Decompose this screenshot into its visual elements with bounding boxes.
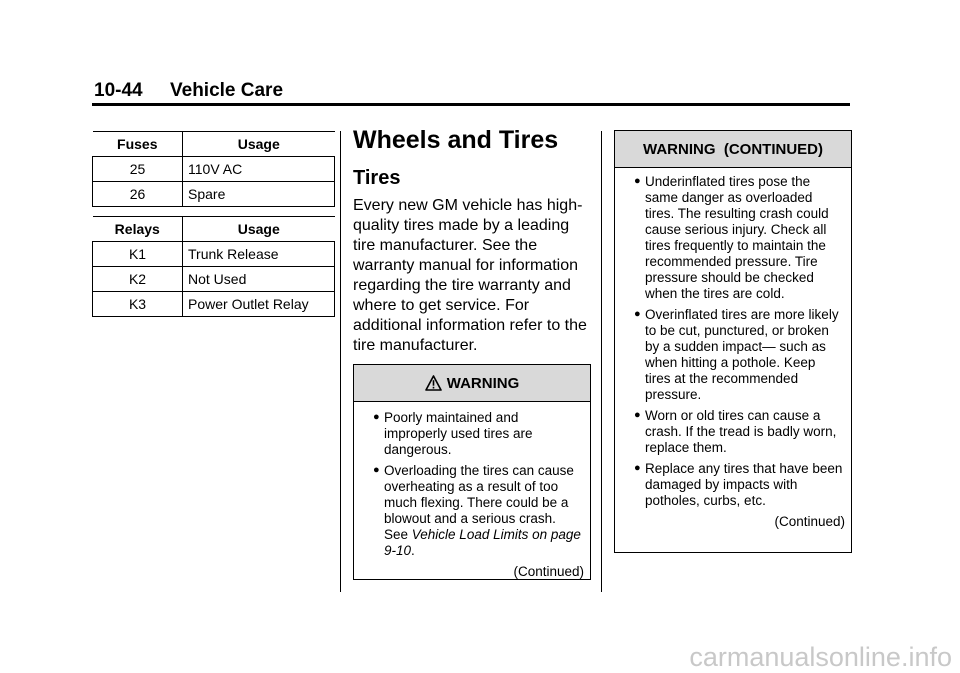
warning-box xyxy=(353,364,591,580)
section-name: Vehicle Care xyxy=(170,80,284,101)
table-cell: K2 xyxy=(93,267,183,292)
column-divider xyxy=(601,131,602,592)
warning-header xyxy=(615,131,851,168)
list-item-text: Overinflated tires are more likely to be cut, punctured, or broken by a sudden impact— such as when hitting a pothole. Keep tires at the recommended pressure. xyxy=(645,307,839,402)
fuses-table xyxy=(92,131,335,207)
table-cell: Spare xyxy=(183,182,335,207)
list-item-text: Poorly maintained and improperly used tires are dangerous. xyxy=(384,410,533,457)
list-item-tail: . xyxy=(411,543,415,558)
bullet-icon: ● xyxy=(634,308,641,320)
bullet-icon: ● xyxy=(634,462,641,474)
table-cell: 110V AC xyxy=(183,157,335,182)
bullet-icon: ● xyxy=(373,464,380,476)
table-cell: 25 xyxy=(93,157,183,182)
list-item-text: Replace any tires that have been damaged by impacts with potholes, curbs, etc. xyxy=(645,461,843,508)
list-item-text: Overloading the tires can cause overheating as a result of too much flexing. There could be a blowout and a serious crash. See xyxy=(384,463,574,542)
list-item xyxy=(362,463,582,559)
list-item xyxy=(623,408,843,456)
section-title: Wheels and Tires xyxy=(353,126,559,154)
header-rule xyxy=(92,103,850,106)
bullet-icon: ● xyxy=(634,409,641,421)
table-row xyxy=(93,242,335,267)
subsection-title: Tires xyxy=(353,167,401,189)
warning-title: WARNING (CONTINUED) xyxy=(643,140,823,158)
warning-list xyxy=(615,168,851,509)
body-paragraph: Every new GM vehicle has high-quality tires made by a leading tire manufacturer. See the warranty manual for information regarding the tire warranty and where to get service. For additional information refer to the tire manufacturer. xyxy=(353,197,587,354)
page-number: 10-44 xyxy=(94,80,143,101)
list-item-text: Underinflated tires pose the same danger as overloaded tires. The resulting crash could cause serious injury. Check all tires frequently to maintain the recommended pressure. Tire pressure should be checked when the tires are cold. xyxy=(645,174,829,301)
table-row xyxy=(93,157,335,182)
table-header-row xyxy=(93,217,335,242)
watermark: carmanualsonline.info xyxy=(689,642,952,672)
list-item xyxy=(623,461,843,509)
warning-continued-box xyxy=(614,130,852,553)
table-row xyxy=(93,267,335,292)
continued-label: (Continued) xyxy=(513,564,584,579)
column-header: Usage xyxy=(183,132,335,157)
table-cell: Not Used xyxy=(183,267,335,292)
continued-label: (Continued) xyxy=(774,514,845,529)
column-header: Usage xyxy=(183,217,335,242)
table-row xyxy=(93,182,335,207)
warning-list xyxy=(354,402,590,559)
bullet-icon: ● xyxy=(634,175,641,187)
column-header: Relays xyxy=(93,217,183,242)
table-cell: 26 xyxy=(93,182,183,207)
table-header-row xyxy=(93,132,335,157)
tires-section xyxy=(353,125,593,356)
list-item-text: Worn or old tires can cause a crash. If the tread is badly worn, replace them. xyxy=(645,408,837,455)
list-item xyxy=(362,410,582,458)
table-row xyxy=(93,292,335,317)
warning-triangle-icon xyxy=(425,375,442,391)
warning-title: WARNING xyxy=(446,374,520,392)
list-item xyxy=(623,174,843,302)
warning-header xyxy=(354,365,590,402)
list-item xyxy=(623,307,843,403)
bullet-icon: ● xyxy=(373,411,380,423)
table-cell: K3 xyxy=(93,292,183,317)
table-cell: K1 xyxy=(93,242,183,267)
cross-reference: Vehicle Load Limits on page 9-10 xyxy=(384,527,581,558)
relays-table xyxy=(92,216,335,317)
column-header: Fuses xyxy=(93,132,183,157)
table-cell: Trunk Release xyxy=(183,242,335,267)
table-cell: Power Outlet Relay xyxy=(183,292,335,317)
page-header xyxy=(94,80,283,102)
column-divider xyxy=(340,131,341,592)
